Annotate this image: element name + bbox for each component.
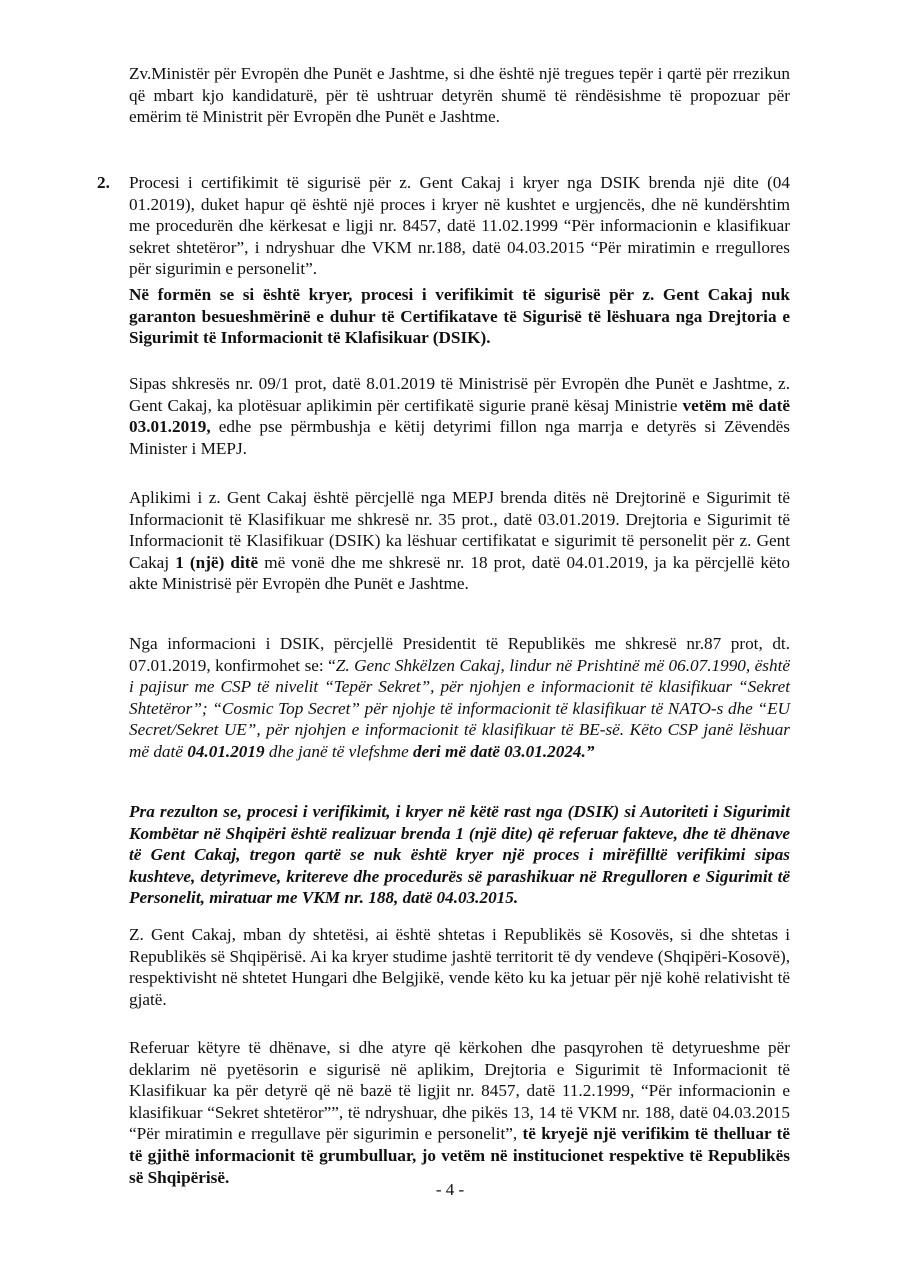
nga-italic-b: dhe janë të vlefshme: [264, 741, 414, 761]
paragraph-pra: [129, 801, 790, 909]
paragraph-referuar-text: [129, 1037, 790, 1188]
paragraph-sipas-text: [129, 373, 790, 459]
paragraph-nga-text: [129, 633, 790, 763]
aplikimi-bold: 1 (një) ditë: [175, 552, 259, 572]
page-number: - 4 -: [435, 1180, 465, 1199]
paragraph-sipas: [129, 373, 790, 459]
referuar-text-a: Referuar këtyre të dhënave, si dhe atyre që kërkohen dhe pasqyrohen të detyrueshme për deklarim në pyetësorin e sigurisë në aplikim, Drejtoria e Sigurimit të Informacionit të Klasifikuar ka për detyrë që në bazë të ligjit nr. 8457, datë 11.2.1999, “Për informacionin e klasifikuar “Sekret shtetëror””, të ndryshuar, dhe pikës 13, 14 të VKM nr. 188, datë 04.03.2015 “Për miratimin e rregullave për sigurimin e personelit”,: [129, 1038, 790, 1144]
paragraph-nga: [129, 633, 790, 763]
bold-statement: [129, 284, 790, 349]
referuar-bold: të kryejë një verifikim të thelluar të të gjithë informacionit të grumbulluar, jo vetëm në institucionet respektive të Republikës së Shqipërisë.: [129, 1124, 790, 1187]
sipas-text-a: Sipas shkresës nr. 09/1 prot, datë 8.01.2019 të Ministrisë për Evropën dhe Punët e Jashtme, z. Gent Cakaj, ka plotësuar aplikimin për certifikatë sigurie pranë kësaj Ministrie: [129, 374, 790, 415]
paragraph-intro-text: Zv.Ministër për Evropën dhe Punët e Jashtme, si dhe është një tregues tepër i qartë për rrezikun që mbart kjo kandidaturë, për të ushtruar detyrën shumë të rëndësishme të propozuar për emërim të Ministrit për Evropën dhe Punët e Jashtme.: [129, 64, 790, 127]
aplikimi-text-a: Aplikimi i z. Gent Cakaj është përcjellë nga MEPJ brenda ditës në Drejtorinë e Sigurimit të Informacionit të Klasifikuar me shkresë nr. 35 prot., datë 03.01.2019. Drejtoria e Sigurimit të Informacionit të Klasifikuar (DSIK) ka lëshuar certifikatat e sigurimit të personelit për z. Gent Cakaj: [129, 488, 790, 572]
paragraph-aplikimi-text: [129, 487, 790, 595]
paragraph-z: [129, 924, 790, 1010]
nga-bold-a: 04.01.2019: [187, 741, 265, 761]
sipas-bold-date: vetëm më datë 03.01.2019,: [129, 395, 790, 437]
list-item-number: 2.: [97, 173, 110, 192]
paragraph-aplikimi: [129, 487, 790, 595]
sipas-text-b: edhe pse përmbushja e këtij detyrimi fillon nga marrja e detyrës si Zëvendës Minister i MEPJ.: [129, 417, 790, 458]
paragraph-z-text: Z. Gent Cakaj, mban dy shtetësi, ai është shtetas i Republikës së Kosovës, si dhe shtetas i Republikës së Shqipërisë. Ai ka kryer studime jashtë territorit të dy vendeve (Shqipëri-Kosovë), respektivisht në shtetet Hungari dhe Belgjikë, vende këto ku ka jetuar për një kohë relativisht të gjatë.: [129, 925, 790, 1009]
bold-statement-text: Në formën se si është kryer, procesi i verifikimit të sigurisë për z. Gent Cakaj nuk garanton besueshmërinë e duhur të Certifikatave të Sigurisë të lëshuara nga Drejtoria e Sigurimit të Informacionit të Klafisikuar (DSIK).: [129, 285, 790, 348]
nga-bold-b: deri më datë 03.01.2024.”: [413, 741, 595, 761]
list-item-2: [129, 172, 790, 280]
paragraph-pra-text: Pra rezulton se, procesi i verifikimit, i kryer në këtë rast nga (DSIK) si Autoriteti i Sigurimit Kombëtar në Shqipëri është realizuar brenda 1 (një dite) që referuar fakteve, dhe të dhënave të Gent Cakaj, tregon qartë se nuk është kryer një proces i mirëfilltë verifikimi sipas kushteve, detyrimeve, kritereve dhe procedurës së parashikuar në Rregulloren e Sigurimit të Personelit, miratuar me VKM nr. 188, datë 04.03.2015.: [129, 802, 790, 908]
paragraph-referuar: [129, 1037, 790, 1188]
nga-text-a: Nga informacioni i DSIK, përcjellë Presidentit të Republikës me shkresë nr.87 prot, dt. 07.01.2019, konfirmohet se: “: [129, 634, 790, 675]
paragraph-intro: [129, 63, 790, 128]
aplikimi-text-b: më vonë dhe me shkresë nr. 18 prot, datë 04.01.2019, ja ka përcjellë këto akte Ministrisë për Evropën dhe Punët e Jashtme.: [129, 552, 791, 594]
nga-italic-a: Z. Genc Shkëlzen Cakaj, lindur në Prishtinë më 06.07.1990, është i pajisur me CSP të nivelit “Tepër Sekret”, për njohjen e informacionit të klasifikuar “Sekret Shtetëror”; “Cosmic Top Secret” për njohje të informacionit të klasifikuar të NATO-s dhe “EU Secret/Sekret UE”, për njohjen e informacionit të klasifikuar të BE-së. Këto CSP janë lëshuar më datë: [129, 655, 790, 761]
list-item-2-text: Procesi i certifikimit të sigurisë për z. Gent Cakaj i kryer nga DSIK brenda një dite (04 01.2019), duket hapur që është një proces i kryer në kushtet e urgjencës, dhe në kundërshtim me procedurën dhe kërkesat e ligji nr. 8457, datë 11.02.1999 “Për informacionin e klasifikuar sekret shtetëror”, i ndryshuar dhe VKM nr.188, datë 04.03.2015 “Për miratimin e rregullores për sigurimin e personelit”.: [129, 173, 790, 279]
